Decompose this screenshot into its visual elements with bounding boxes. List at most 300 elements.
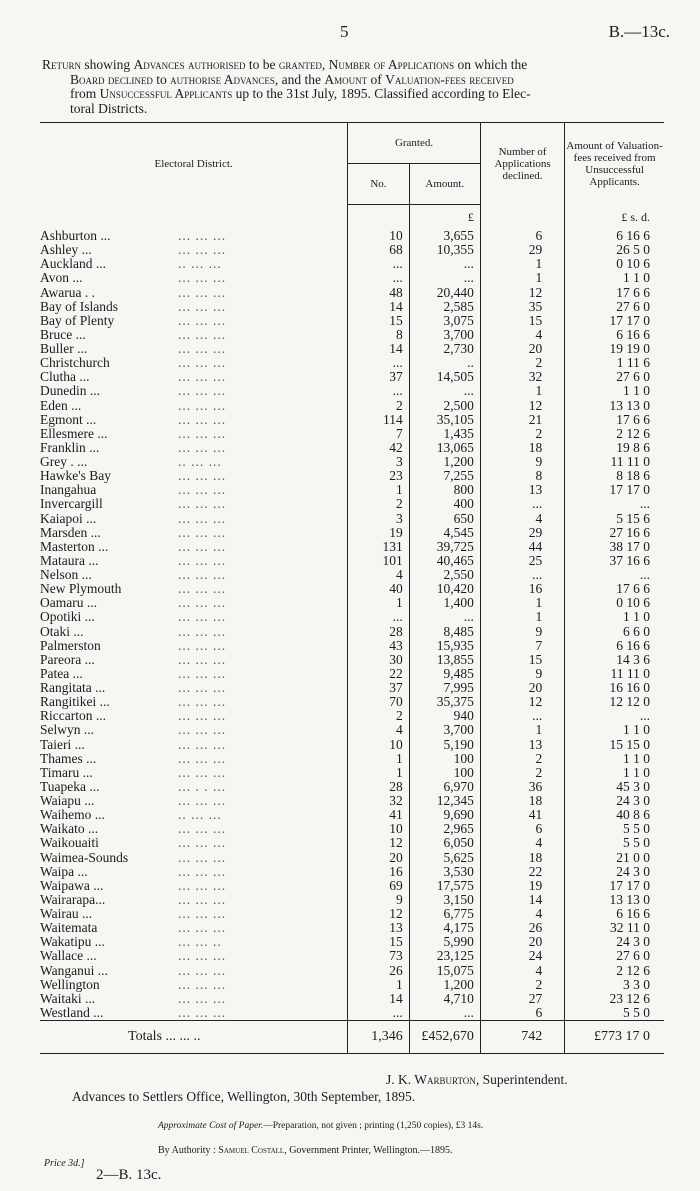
district-name: Ashburton ... bbox=[40, 228, 111, 243]
fees-unit: £ s. d. bbox=[565, 205, 664, 230]
district-name: Tuapeka ... bbox=[40, 778, 100, 794]
granted-amount: 10,355 bbox=[409, 243, 480, 257]
district-name: Opotiki ... bbox=[40, 609, 95, 625]
leader-dots: ... . . ... bbox=[178, 778, 227, 794]
leader-dots: ... ... ... bbox=[178, 793, 227, 808]
granted-amount: 6,050 bbox=[409, 836, 480, 850]
granted-no: 30 bbox=[348, 653, 410, 667]
fees-received: 11 11 0 bbox=[565, 667, 664, 681]
district-name: Oamaru ... bbox=[40, 595, 97, 611]
granted-no: 19 bbox=[348, 526, 410, 540]
fees-received: 0 10 6 bbox=[565, 257, 664, 271]
table-row bbox=[40, 399, 664, 413]
leader-dots: .. ... ... bbox=[178, 807, 222, 823]
granted-no: 22 bbox=[348, 667, 410, 681]
table-row bbox=[40, 723, 664, 737]
granted-no: 68 bbox=[348, 243, 410, 257]
granted-amount: 1,200 bbox=[409, 455, 480, 469]
leader-dots: ... ... ... bbox=[178, 439, 227, 455]
leader-dots: ... ... ... bbox=[178, 355, 227, 371]
leader-dots: ... ... ... bbox=[178, 468, 227, 484]
declined-count: 2 bbox=[480, 766, 564, 780]
title-part: toral Districts. bbox=[70, 100, 148, 116]
district-name: Riccarton ... bbox=[40, 708, 106, 724]
leader-dots: ... ... ... bbox=[178, 510, 227, 526]
declined-count: ... bbox=[480, 568, 564, 582]
granted-amount: 15,075 bbox=[409, 964, 480, 978]
district-name: Wanganui ... bbox=[40, 962, 108, 978]
leader-dots: ... ... ... bbox=[178, 750, 227, 766]
district-name: Waitemata bbox=[40, 920, 98, 936]
leader-dots: ... ... ... bbox=[178, 849, 227, 865]
granted-amount: 4,175 bbox=[409, 921, 480, 935]
fees-received: 2 12 6 bbox=[565, 427, 664, 441]
title-part: to bbox=[152, 71, 171, 87]
declined-count: 1 bbox=[480, 257, 564, 271]
granted-no: 69 bbox=[348, 879, 410, 893]
table-row bbox=[40, 667, 664, 681]
leader-dots: ... ... ... bbox=[178, 623, 227, 639]
fees-received: 6 16 6 bbox=[565, 328, 664, 342]
declined-count: 12 bbox=[480, 286, 564, 300]
table-row bbox=[40, 808, 664, 822]
office-line: Advances to Settlers Office, Wellington, 30th September, 1895. bbox=[72, 1089, 416, 1104]
district-name: Invercargill bbox=[40, 496, 103, 512]
granted-no: 101 bbox=[348, 554, 410, 568]
leader-dots: ... ... ... bbox=[178, 538, 227, 554]
declined-count: 26 bbox=[480, 921, 564, 935]
fees-received: 5 5 0 bbox=[565, 1006, 664, 1021]
fees-received: 1 1 0 bbox=[565, 384, 664, 398]
district-name: Clutha ... bbox=[40, 369, 90, 385]
totals-amount: £452,670 bbox=[409, 1021, 480, 1054]
granted-no: 43 bbox=[348, 639, 410, 653]
table-row bbox=[40, 413, 664, 427]
leader-dots: ... ... ... bbox=[178, 482, 227, 498]
declined-count: 4 bbox=[480, 512, 564, 526]
granted-no: 13 bbox=[348, 921, 410, 935]
title-part: , and the bbox=[274, 71, 325, 87]
declined-count: 1 bbox=[480, 271, 564, 285]
granted-amount: 3,700 bbox=[409, 328, 480, 342]
granted-no: 4 bbox=[348, 568, 410, 582]
declined-count: 15 bbox=[480, 314, 564, 328]
granted-amount: 13,065 bbox=[409, 441, 480, 455]
district-name: Wallace ... bbox=[40, 948, 97, 964]
declined-count: 35 bbox=[480, 300, 564, 314]
granted-amount: 2,730 bbox=[409, 342, 480, 356]
title-part: Return bbox=[42, 57, 82, 72]
report-title bbox=[42, 58, 664, 116]
fees-received: 6 16 6 bbox=[565, 229, 664, 243]
district-name: Waiapu ... bbox=[40, 793, 95, 808]
granted-amount: 15,935 bbox=[409, 639, 480, 653]
district-name: Waimea-Sounds bbox=[40, 849, 129, 865]
district-name: Rangitikei ... bbox=[40, 694, 110, 710]
leader-dots: ... ... ... bbox=[178, 397, 227, 413]
granted-no: 70 bbox=[348, 695, 410, 709]
fees-received: 17 17 0 bbox=[565, 314, 664, 328]
leader-dots: ... ... ... bbox=[178, 948, 227, 964]
title-part: showing bbox=[81, 57, 134, 72]
leader-dots: ... ... ... bbox=[178, 708, 227, 724]
district-name: Westland ... bbox=[40, 1004, 104, 1020]
leader-dots: ... ... ... bbox=[178, 228, 227, 243]
table-row bbox=[40, 1006, 664, 1021]
totals-no: 1,346 bbox=[348, 1021, 410, 1054]
granted-no: ... bbox=[348, 356, 410, 370]
granted-no: 14 bbox=[348, 992, 410, 1006]
table-row bbox=[40, 512, 664, 526]
declined-count: 14 bbox=[480, 893, 564, 907]
district-name: Otaki ... bbox=[40, 623, 84, 639]
totals-row bbox=[40, 1021, 664, 1054]
fees-received: 17 6 6 bbox=[565, 286, 664, 300]
district-name: Waihemo ... bbox=[40, 807, 105, 823]
granted-no: 114 bbox=[348, 413, 410, 427]
table-row bbox=[40, 328, 664, 342]
granted-no: 2 bbox=[348, 709, 410, 723]
district-name: Wairau ... bbox=[40, 906, 93, 921]
table-row bbox=[40, 992, 664, 1006]
declined-count: 41 bbox=[480, 808, 564, 822]
granted-amount: 10,420 bbox=[409, 582, 480, 596]
price: Price 3d.] bbox=[44, 1158, 85, 1169]
table-row bbox=[40, 314, 664, 328]
district-name: Kaiapoi ... bbox=[40, 510, 97, 526]
leader-dots: ... ... ... bbox=[178, 298, 227, 314]
district-name: Waikouaiti bbox=[40, 835, 99, 851]
granted-amount: 17,575 bbox=[409, 879, 480, 893]
declined-count: 4 bbox=[480, 328, 564, 342]
table-row bbox=[40, 427, 664, 441]
declined-count: 18 bbox=[480, 851, 564, 865]
district-name: Wairarapa... bbox=[40, 891, 106, 907]
table-row bbox=[40, 949, 664, 963]
granted-no: 37 bbox=[348, 370, 410, 384]
granted-amount: 13,855 bbox=[409, 653, 480, 667]
title-part: Board declined bbox=[70, 71, 153, 87]
title-part: authorise Advances bbox=[170, 71, 275, 87]
fees-received: 16 16 0 bbox=[565, 681, 664, 695]
table-row bbox=[40, 554, 664, 568]
granted-amount: 5,190 bbox=[409, 738, 480, 752]
district-name: Buller ... bbox=[40, 341, 88, 356]
district-name: Nelson ... bbox=[40, 567, 92, 582]
leader-dots: ... ... ... bbox=[178, 821, 227, 837]
title-part: of bbox=[367, 71, 386, 87]
declined-count: 1 bbox=[480, 723, 564, 737]
authority-post: , Government Printer, Wellington.—1895. bbox=[284, 1145, 453, 1156]
granted-amount: 3,075 bbox=[409, 314, 480, 328]
declined-count: ... bbox=[480, 709, 564, 723]
granted-amount: 650 bbox=[409, 512, 480, 526]
leader-dots: ... ... ... bbox=[178, 524, 227, 540]
table-row bbox=[40, 469, 664, 483]
sheet-signature: 2—B. 13c. bbox=[96, 1167, 162, 1183]
leader-dots: ... ... ... bbox=[178, 496, 227, 512]
declined-count: 27 bbox=[480, 992, 564, 1006]
granted-no: 14 bbox=[348, 342, 410, 356]
granted-amount: 3,150 bbox=[409, 893, 480, 907]
title-part: up to the 31st July, 1895. Classified according to Elec- bbox=[232, 86, 531, 101]
table-row bbox=[40, 271, 664, 285]
district-name: Franklin ... bbox=[40, 439, 100, 455]
granted-no: 37 bbox=[348, 681, 410, 695]
table-row bbox=[40, 286, 664, 300]
table-row bbox=[40, 441, 664, 455]
granted-no: ... bbox=[348, 271, 410, 285]
leader-dots: ... ... ... bbox=[178, 242, 227, 258]
granted-no: 131 bbox=[348, 540, 410, 554]
leader-dots: ... ... ... bbox=[178, 990, 227, 1006]
declined-count: 29 bbox=[480, 526, 564, 540]
granted-no: 41 bbox=[348, 808, 410, 822]
declined-count: 16 bbox=[480, 582, 564, 596]
fees-received: 17 17 0 bbox=[565, 879, 664, 893]
granted-amount: 2,585 bbox=[409, 300, 480, 314]
declined-count: 4 bbox=[480, 964, 564, 978]
fees-received: 37 16 6 bbox=[565, 554, 664, 568]
granted-no: 2 bbox=[348, 497, 410, 511]
district-name: Egmont ... bbox=[40, 411, 97, 427]
totals-declined: 742 bbox=[480, 1021, 564, 1054]
fees-received: 24 3 0 bbox=[565, 794, 664, 808]
leader-dots: ... ... ... bbox=[178, 567, 227, 582]
declined-count: 2 bbox=[480, 978, 564, 992]
fees-received: 17 17 0 bbox=[565, 483, 664, 497]
table-row bbox=[40, 342, 664, 356]
district-name: Masterton ... bbox=[40, 538, 109, 554]
district-name: Taieri ... bbox=[40, 736, 85, 752]
declined-count: 6 bbox=[480, 229, 564, 243]
district-name: Mataura ... bbox=[40, 552, 99, 568]
table-row bbox=[40, 370, 664, 384]
declined-count: 15 bbox=[480, 653, 564, 667]
fees-received: 5 15 6 bbox=[565, 512, 664, 526]
granted-amount: 6,970 bbox=[409, 780, 480, 794]
granted-amount: 4,545 bbox=[409, 526, 480, 540]
fees-received: 5 5 0 bbox=[565, 822, 664, 836]
declined-count: 2 bbox=[480, 752, 564, 766]
title-part: to be bbox=[245, 57, 279, 72]
declined-count: 12 bbox=[480, 399, 564, 413]
signature-role: , Superintendent. bbox=[475, 1072, 568, 1087]
page-number: 5 bbox=[340, 22, 349, 41]
printer-authority bbox=[158, 1145, 453, 1156]
fees-received: 23 12 6 bbox=[565, 992, 664, 1006]
table-row bbox=[40, 455, 664, 469]
leader-dots: ... ... ... bbox=[178, 369, 227, 385]
declined-count: 1 bbox=[480, 384, 564, 398]
fees-received: 32 11 0 bbox=[565, 921, 664, 935]
granted-no: 40 bbox=[348, 582, 410, 596]
declined-count: 24 bbox=[480, 949, 564, 963]
fees-received: 11 11 0 bbox=[565, 455, 664, 469]
district-name: Avon ... bbox=[40, 270, 83, 286]
leader-dots: .. ... ... bbox=[178, 454, 222, 469]
granted-amount: 1,400 bbox=[409, 596, 480, 610]
title-part: Valuation-fees received bbox=[385, 71, 514, 87]
granted-no: 1 bbox=[348, 752, 410, 766]
granted-no: 42 bbox=[348, 441, 410, 455]
advances-table bbox=[40, 122, 664, 1054]
granted-no: 1 bbox=[348, 766, 410, 780]
authority-printer: Samuel Costall bbox=[218, 1145, 285, 1156]
granted-amount: ... bbox=[409, 271, 480, 285]
table-row bbox=[40, 596, 664, 610]
district-name: Dunedin ... bbox=[40, 383, 100, 399]
declined-count: 4 bbox=[480, 907, 564, 921]
declined-count: 2 bbox=[480, 427, 564, 441]
district-name: Ashley ... bbox=[40, 242, 92, 258]
leader-dots: ... ... ... bbox=[178, 891, 227, 907]
granted-amount: 100 bbox=[409, 752, 480, 766]
leader-dots: ... ... ... bbox=[178, 383, 227, 399]
granted-amount: .. bbox=[409, 356, 480, 370]
fees-received: 8 18 6 bbox=[565, 469, 664, 483]
table-row bbox=[40, 836, 664, 850]
district-name: Wakatipu ... bbox=[40, 934, 105, 950]
declined-count: 21 bbox=[480, 413, 564, 427]
granted-amount: 14,505 bbox=[409, 370, 480, 384]
granted-amount: 9,485 bbox=[409, 667, 480, 681]
district-name: Waipa ... bbox=[40, 863, 88, 879]
granted-amount: 1,435 bbox=[409, 427, 480, 441]
title-part: Number of Applications bbox=[328, 57, 455, 72]
granted-no: 12 bbox=[348, 836, 410, 850]
leader-dots: ... ... ... bbox=[178, 270, 227, 286]
granted-no: 20 bbox=[348, 851, 410, 865]
granted-amount: 12,345 bbox=[409, 794, 480, 808]
table-row bbox=[40, 822, 664, 836]
granted-amount: 7,995 bbox=[409, 681, 480, 695]
fees-received: 24 3 0 bbox=[565, 865, 664, 879]
granted-amount: 8,485 bbox=[409, 625, 480, 639]
fees-received: 38 17 0 bbox=[565, 540, 664, 554]
district-name: Grey . ... bbox=[40, 454, 88, 469]
granted-no: 10 bbox=[348, 229, 410, 243]
district-name: Christchurch bbox=[40, 355, 110, 371]
declined-count: 20 bbox=[480, 342, 564, 356]
fees-received: 19 19 0 bbox=[565, 342, 664, 356]
table-row bbox=[40, 865, 664, 879]
table-row bbox=[40, 780, 664, 794]
declined-count: ... bbox=[480, 497, 564, 511]
granted-amount: 6,775 bbox=[409, 907, 480, 921]
fees-received: 6 6 0 bbox=[565, 625, 664, 639]
leader-dots: ... ... ... bbox=[178, 665, 227, 681]
fees-received: 13 13 0 bbox=[565, 399, 664, 413]
table-row bbox=[40, 851, 664, 865]
granted-amount: 7,255 bbox=[409, 469, 480, 483]
amount-unit: £ bbox=[409, 205, 480, 230]
fees-received: 2 12 6 bbox=[565, 964, 664, 978]
granted-amount: 39,725 bbox=[409, 540, 480, 554]
district-name: Hawke's Bay bbox=[40, 468, 112, 484]
leader-dots: ... ... ... bbox=[178, 637, 227, 653]
granted-amount: 100 bbox=[409, 766, 480, 780]
table-row bbox=[40, 229, 664, 243]
district-name: Timaru ... bbox=[40, 764, 93, 780]
table-row bbox=[40, 935, 664, 949]
fees-received: 27 16 6 bbox=[565, 526, 664, 540]
declined-count: 18 bbox=[480, 441, 564, 455]
granted-amount: 2,965 bbox=[409, 822, 480, 836]
table-row bbox=[40, 300, 664, 314]
district-name: Awarua . . bbox=[40, 284, 95, 300]
granted-amount: 20,440 bbox=[409, 286, 480, 300]
title-part: Unsuccessful Applicants bbox=[99, 86, 233, 101]
leader-dots: ... ... ... bbox=[178, 976, 227, 992]
fees-received: 5 5 0 bbox=[565, 836, 664, 850]
granted-amount: 5,990 bbox=[409, 935, 480, 949]
granted-no: 32 bbox=[348, 794, 410, 808]
declined-count: 19 bbox=[480, 879, 564, 893]
leader-dots: ... ... ... bbox=[178, 680, 227, 695]
fees-received: 14 3 6 bbox=[565, 653, 664, 667]
granted-no: 73 bbox=[348, 949, 410, 963]
granted-no: 10 bbox=[348, 822, 410, 836]
declined-count: 36 bbox=[480, 780, 564, 794]
granted-no: 4 bbox=[348, 723, 410, 737]
declined-count: 9 bbox=[480, 455, 564, 469]
district-name: Wellington bbox=[40, 976, 100, 992]
district-name: Bay of Islands bbox=[40, 298, 118, 314]
granted-no: 28 bbox=[348, 780, 410, 794]
leader-dots: ... ... ... bbox=[178, 284, 227, 300]
granted-amount: 3,655 bbox=[409, 229, 480, 243]
declined-count: 1 bbox=[480, 596, 564, 610]
table-row bbox=[40, 752, 664, 766]
fees-received: 45 3 0 bbox=[565, 780, 664, 794]
granted-no: 1 bbox=[348, 596, 410, 610]
district-name: Bruce ... bbox=[40, 326, 86, 342]
leader-dots: .. ... ... bbox=[178, 256, 222, 272]
district-name: Waipawa ... bbox=[40, 877, 104, 893]
leader-dots: ... ... ... bbox=[178, 1004, 227, 1020]
table-row bbox=[40, 526, 664, 540]
granted-amount: 2,500 bbox=[409, 399, 480, 413]
table-row bbox=[40, 766, 664, 780]
declined-count: 6 bbox=[480, 1006, 564, 1021]
table-row bbox=[40, 582, 664, 596]
fees-received: ... bbox=[565, 709, 664, 723]
fees-received: 1 11 6 bbox=[565, 356, 664, 370]
fees-received: 27 6 0 bbox=[565, 949, 664, 963]
leader-dots: ... ... ... bbox=[178, 595, 227, 611]
district-name: Thames ... bbox=[40, 750, 97, 766]
granted-no: ... bbox=[348, 1006, 410, 1021]
fees-received: 15 15 0 bbox=[565, 738, 664, 752]
fees-received: 6 16 6 bbox=[565, 639, 664, 653]
leader-dots: ... ... ... bbox=[178, 609, 227, 625]
declined-count: 20 bbox=[480, 681, 564, 695]
declined-count: 1 bbox=[480, 610, 564, 624]
table-row bbox=[40, 356, 664, 370]
fees-received: ... bbox=[565, 497, 664, 511]
district-name: Inangahua bbox=[40, 482, 97, 498]
declined-count: 25 bbox=[480, 554, 564, 568]
leader-dots: ... ... ... bbox=[178, 581, 227, 597]
table-row bbox=[40, 568, 664, 582]
fees-received: 21 0 0 bbox=[565, 851, 664, 865]
units-row bbox=[40, 205, 664, 230]
table-row bbox=[40, 907, 664, 921]
table-row bbox=[40, 738, 664, 752]
declined-count: 12 bbox=[480, 695, 564, 709]
title-part: Advances authorised bbox=[133, 57, 246, 72]
